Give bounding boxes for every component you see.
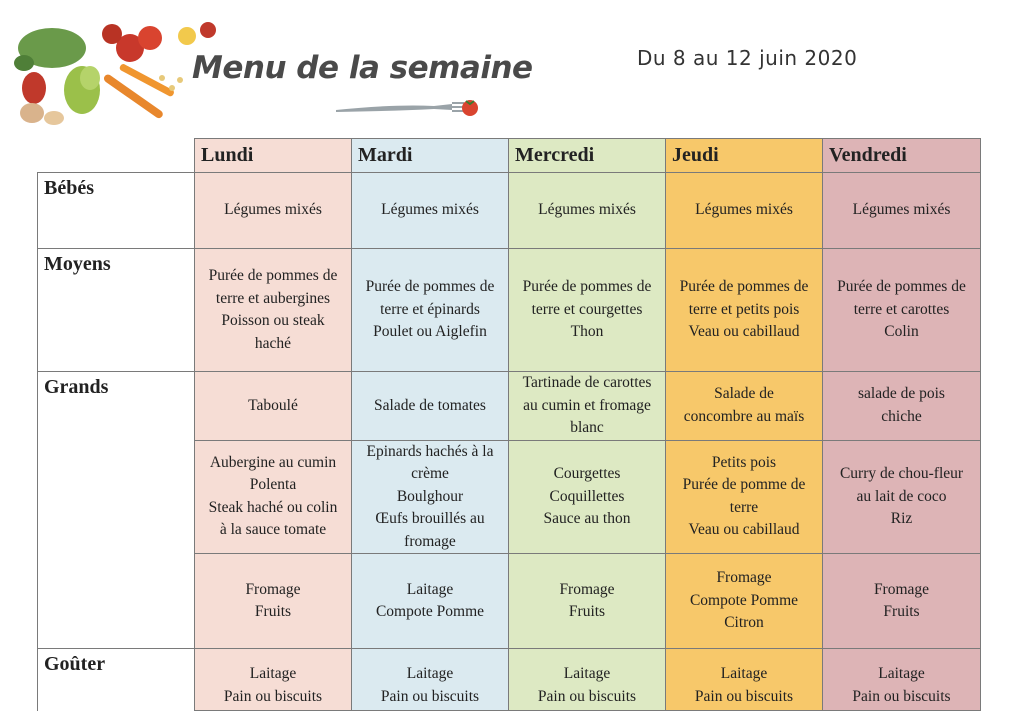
day-mercredi: Mercredi	[509, 139, 666, 173]
group-label: Bébés	[38, 173, 195, 249]
menu-cell-lundi	[195, 372, 352, 441]
menu-item: Fruits	[568, 603, 606, 620]
menu-item: Laitage	[878, 665, 925, 682]
menu-item: Boulghour	[396, 487, 464, 505]
menu-item: Pain ou biscuits	[380, 687, 480, 705]
menu-item: Fromage	[245, 580, 301, 598]
fork-icon	[334, 96, 484, 120]
menu-item: salade de pois	[858, 385, 945, 403]
menu-item: Veau ou cabillaud	[688, 521, 800, 539]
group-label: Grands	[38, 372, 195, 441]
date-range: Du 8 au 12 juin 2020	[637, 46, 858, 70]
menu-cell-lundi	[195, 249, 352, 372]
menu-cell-mercredi	[509, 554, 666, 649]
menu-cell-vendredi	[823, 649, 981, 711]
menu-item: Riz	[890, 510, 913, 527]
menu-item: terre et courgettes	[531, 300, 643, 318]
corner-cell	[38, 139, 195, 173]
menu-row-bebes	[38, 173, 981, 249]
menu-cell-vendredi	[823, 554, 981, 649]
menu-item: Pain ou biscuits	[537, 687, 637, 705]
group-label: Moyens	[38, 249, 195, 372]
menu-row-grands-entree	[38, 372, 981, 441]
menu-item: Purée de pommes de	[679, 278, 809, 296]
menu-item: Courgettes	[553, 465, 621, 482]
menu-item: concombre au maïs	[683, 407, 805, 425]
menu-cell-lundi	[195, 173, 352, 249]
menu-item: Légumes mixés	[852, 201, 951, 219]
menu-item: crème	[411, 465, 449, 482]
menu-row-grands-dessert	[38, 554, 981, 649]
day-header-row	[38, 139, 981, 173]
menu-cell-lundi	[195, 554, 352, 649]
menu-item: Fruits	[254, 603, 292, 620]
menu-item: Poulet ou Aiglefin	[373, 323, 487, 341]
menu-item: Purée de pomme de	[682, 476, 806, 494]
menu-item: Tartinade de carottes	[522, 374, 652, 391]
menu-row-moyens	[38, 249, 981, 372]
menu-cell-vendredi	[823, 372, 981, 441]
menu-row-grands-plat	[38, 440, 981, 554]
menu-cell-lundi	[195, 440, 352, 554]
menu-item: Purée de pommes de	[208, 267, 338, 284]
menu-cell-mardi	[352, 173, 509, 249]
menu-cell-jeudi	[666, 649, 823, 711]
menu-item: terre	[729, 498, 759, 516]
menu-cell-mercredi	[509, 173, 666, 249]
menu-item: Purée de pommes de	[365, 278, 495, 296]
menu-cell-mercredi	[509, 440, 666, 554]
menu-item: Colin	[884, 323, 919, 341]
page-title: Menu de la semaine	[192, 50, 533, 86]
menu-item: Laitage	[406, 580, 454, 598]
menu-item: Pain ou biscuits	[852, 687, 951, 705]
menu-cell-jeudi	[666, 173, 823, 249]
menu-item: au cumin et fromage	[523, 396, 651, 414]
menu-cell-mercredi	[509, 249, 666, 372]
menu-item: Purée de pommes de	[837, 278, 966, 296]
menu-item: à la sauce tomate	[219, 521, 327, 539]
menu-table	[37, 138, 981, 711]
menu-item: Fromage	[559, 580, 615, 598]
menu-item: Polenta	[249, 476, 297, 494]
menu-item: Laitage	[406, 665, 454, 682]
header	[0, 0, 1024, 135]
menu-cell-mardi	[352, 440, 509, 554]
menu-item: Citron	[724, 614, 764, 632]
menu-item: terre et carottes	[853, 300, 950, 318]
menu-cell-mardi	[352, 554, 509, 649]
menu-item: Epinards hachés à la	[366, 442, 494, 460]
menu-item: Veau ou cabillaud	[688, 323, 800, 341]
menu-item: Œufs brouillés au	[375, 510, 485, 527]
menu-item: Légumes mixés	[538, 201, 636, 219]
menu-item: haché	[254, 334, 292, 352]
menu-item: Légumes mixés	[381, 201, 479, 219]
menu-item: fromage	[404, 532, 456, 550]
menu-item: Fromage	[873, 580, 930, 598]
menu-item: Petits pois	[711, 453, 777, 471]
menu-item: Taboulé	[248, 396, 298, 414]
group-label	[38, 554, 195, 649]
menu-cell-jeudi	[666, 440, 823, 554]
menu-cell-jeudi	[666, 372, 823, 441]
menu-item: Légumes mixés	[695, 201, 793, 219]
menu-item: chiche	[881, 407, 922, 425]
menu-item: Purée de pommes de	[522, 278, 652, 296]
menu-item: au lait de coco	[856, 487, 947, 505]
menu-item: Fruits	[883, 603, 920, 620]
menu-cell-vendredi	[823, 249, 981, 372]
vegetables-illustration	[12, 18, 220, 126]
menu-cell-vendredi	[823, 440, 981, 554]
group-label: Goûter	[38, 649, 195, 711]
menu-item: Steak haché ou colin	[208, 498, 338, 516]
menu-item: Laitage	[720, 665, 768, 682]
menu-item: Laitage	[249, 665, 297, 682]
menu-item: terre et aubergines	[215, 289, 331, 307]
menu-cell-jeudi	[666, 249, 823, 372]
menu-item: Poisson ou steak	[221, 312, 325, 329]
menu-item: Coquillettes	[549, 487, 625, 505]
menu-cell-jeudi	[666, 554, 823, 649]
menu-cell-mercredi	[509, 649, 666, 711]
menu-item: Fromage	[716, 569, 772, 587]
menu-item: Curry de chou-fleur	[839, 465, 964, 482]
menu-item: Laitage	[563, 665, 611, 682]
menu-item: Pain ou biscuits	[223, 687, 323, 705]
day-vendredi: Vendredi	[823, 139, 981, 173]
menu-item: Compote Pomme	[689, 591, 799, 609]
menu-item: Sauce au thon	[543, 510, 631, 527]
menu-item: Pain ou biscuits	[694, 687, 794, 705]
menu-item: terre et épinards	[380, 300, 480, 318]
day-jeudi: Jeudi	[666, 139, 823, 173]
day-mardi: Mardi	[352, 139, 509, 173]
group-label	[38, 440, 195, 554]
menu-item: Compote Pomme	[375, 603, 485, 620]
menu-cell-lundi	[195, 649, 352, 711]
menu-cell-mercredi	[509, 372, 666, 441]
menu-item: Aubergine au cumin	[209, 453, 337, 471]
menu-item: Légumes mixés	[224, 201, 322, 219]
menu-item: blanc	[570, 419, 604, 436]
menu-row-gouter	[38, 649, 981, 711]
day-lundi: Lundi	[195, 139, 352, 173]
menu-item: Salade de	[714, 385, 774, 403]
menu-item: Salade de tomates	[374, 396, 486, 414]
menu-item: Thon	[570, 323, 604, 341]
menu-cell-mardi	[352, 372, 509, 441]
menu-cell-mardi	[352, 649, 509, 711]
menu-cell-vendredi	[823, 173, 981, 249]
menu-item: terre et petits pois	[688, 300, 800, 318]
menu-cell-mardi	[352, 249, 509, 372]
